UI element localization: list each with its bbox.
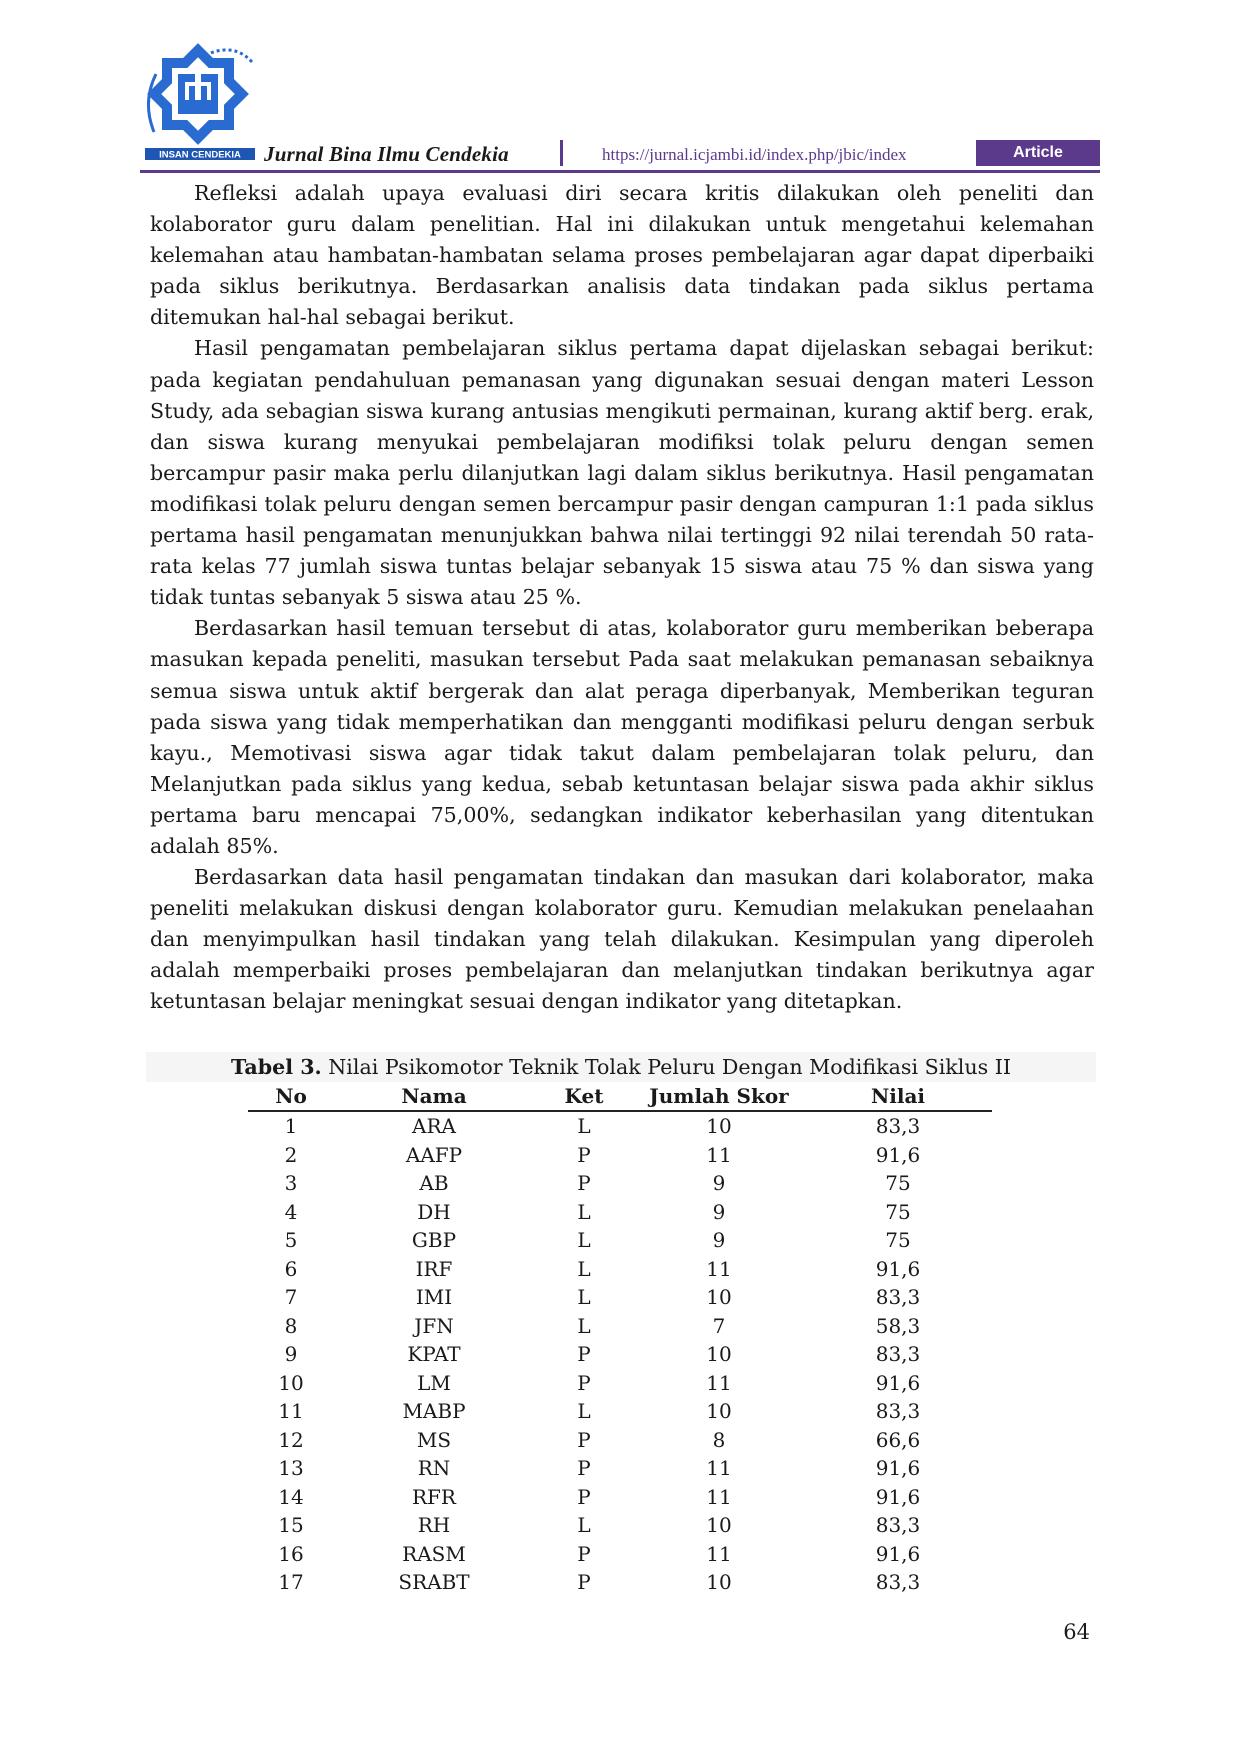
cell-ket: P [577,1171,591,1196]
table-row [248,1312,992,1341]
cell-nama: SRABT [398,1570,470,1595]
cell-ket: P [577,1570,591,1595]
paragraph-temuan: Berdasarkan hasil temuan tersebut di atas, kolaborator guru memberikan beberapa masukan kepada peneliti, masukan tersebut Pada saat melakukan pemanasan sebaiknya semua siswa untuk aktif bergerak dan alat peraga diperbanyak, Memberikan teguran pada siswa yang tidak memperhatikan dan mengganti modifikasi peluru dengan serbuk kayu., Memotivasi siswa agar tidak takut dalam pembelajaran tolak peluru, dan Melanjutkan pada siklus yang kedua, sebab ketuntasan belajar siswa pada akhir siklus pertama baru mencapai 75,00%, sedangkan indikator keberhasilan yang ditentukan adalah 85%. [150,616,1094,858]
table-header-row [248,1082,992,1111]
table-row [248,1283,992,1312]
paragraph-refleksi: Refleksi adalah upaya evaluasi diri secara kritis dilakukan oleh peneliti dan kolaborator guru dalam penelitian. Hal ini dilakukan untuk mengetahui kelemahan kelemahan atau hambatan-hambatan selama proses pembelajaran agar dapat diperbaiki pada siklus berikutnya. Berdasarkan analisis data tindakan pada siklus pertama ditemukan hal-hal sebagai berikut. [150,181,1094,330]
cell-ket: P [577,1342,591,1367]
table-row [248,1568,992,1597]
cell-nilai: 91,6 [875,1484,921,1509]
table-row [248,1454,992,1483]
cell-nilai: 75 [885,1171,911,1196]
cell-ket: L [577,1313,591,1338]
cell-ket: L [577,1114,591,1139]
table-caption-text: Nilai Psikomotor Teknik Tolak Peluru Dengan Modifikasi Siklus II [321,1055,1011,1079]
cell-jumlah-skor: 8 [712,1427,726,1452]
cell-no: 17 [278,1570,304,1595]
journal-url-link[interactable]: https://jurnal.icjambi.id/index.php/jbic/index [602,145,907,164]
table-row [248,1226,992,1255]
journal-header [140,42,1100,174]
cell-jumlah-skor: 7 [712,1313,726,1338]
cell-nama: GBP [411,1228,457,1253]
cell-nama: RN [417,1456,451,1481]
cell-nama: IMI [415,1285,453,1310]
cell-nama: AAFP [405,1142,463,1167]
paragraph-kesimpulan: Berdasarkan data hasil pengamatan tindakan dan masukan dari kolaborator, maka peneliti melakukan diskusi dengan kolaborator guru. Kemudian melakukan penelaahan dan menyimpulkan hasil tindakan yang telah dilakukan. Kesimpulan yang diperoleh adalah memperbaiki proses pembelajaran dan melanjutkan tindakan berikutnya agar ketuntasan belajar meningkat sesuai dengan indikator yang ditetapkan. [150,865,1094,1014]
cell-jumlah-skor: 11 [706,1370,732,1395]
header-rule [140,170,1100,173]
cell-no: 4 [284,1199,298,1224]
cell-nama: AB [419,1171,449,1196]
page-number: 64 [1063,1620,1090,1644]
cell-jumlah-skor: 10 [706,1114,732,1139]
cell-ket: P [577,1456,591,1481]
column-header-ket: Ket [534,1082,634,1111]
table-caption-label: Tabel 3. [231,1055,322,1079]
cell-nilai: 83,3 [875,1342,921,1367]
cell-jumlah-skor: 11 [706,1142,732,1167]
cell-nilai: 83,3 [875,1285,921,1310]
table-row [248,1540,992,1569]
cell-ket: L [577,1256,591,1281]
article-badge: Article [976,140,1100,166]
cell-ket: P [577,1142,591,1167]
cell-nama: LM [417,1370,451,1395]
column-header-nilai: Nilai [804,1082,992,1111]
cell-ket: L [577,1199,591,1224]
cell-nilai: 91,6 [875,1142,921,1167]
cell-nama: IRF [415,1256,453,1281]
cell-no: 14 [278,1484,304,1509]
cell-nama: KPAT [407,1342,461,1367]
cell-jumlah-skor: 10 [706,1342,732,1367]
cell-no: 8 [284,1313,298,1338]
cell-no: 2 [284,1142,298,1167]
cell-nama: MABP [402,1399,466,1424]
cell-ket: P [577,1484,591,1509]
cell-ket: L [577,1399,591,1424]
cell-no: 13 [278,1456,304,1481]
cell-no: 3 [284,1171,298,1196]
cell-nama: RH [417,1513,451,1538]
journal-logo-icon [140,42,260,162]
cell-jumlah-skor: 9 [712,1228,726,1253]
cell-jumlah-skor: 10 [706,1399,732,1424]
cell-no: 10 [278,1370,304,1395]
body-text [150,178,1094,1018]
column-header-no: No [248,1082,334,1111]
cell-ket: P [577,1541,591,1566]
cell-nama: DH [417,1199,451,1224]
cell-nilai: 58,3 [875,1313,921,1338]
cell-ket: L [577,1513,591,1538]
table-row [248,1426,992,1455]
table-row [248,1397,992,1426]
cell-nama: MS [416,1427,452,1452]
cell-jumlah-skor: 10 [706,1570,732,1595]
cell-nilai: 91,6 [875,1370,921,1395]
cell-no: 12 [278,1427,304,1452]
cell-nilai: 83,3 [875,1114,921,1139]
table-row [248,1511,992,1540]
cell-jumlah-skor: 11 [706,1256,732,1281]
cell-jumlah-skor: 11 [706,1484,732,1509]
cell-nilai: 83,3 [875,1570,921,1595]
cell-nama: RFR [412,1484,456,1509]
cell-nilai: 91,6 [875,1541,921,1566]
table-row [248,1141,992,1170]
cell-ket: L [577,1285,591,1310]
journal-name: Jurnal Bina Ilmu Cendekia [264,142,509,166]
cell-ket: L [577,1228,591,1253]
column-header-nama: Nama [334,1082,534,1111]
cell-nilai: 91,6 [875,1256,921,1281]
cell-jumlah-skor: 9 [712,1171,726,1196]
cell-ket: P [577,1370,591,1395]
cell-nama: ARA [412,1114,456,1139]
cell-jumlah-skor: 10 [706,1513,732,1538]
cell-nilai: 83,3 [875,1513,921,1538]
table-row [248,1111,992,1141]
table-row [248,1369,992,1398]
column-header-jumlah-skor: Jumlah Skor [634,1082,804,1111]
cell-no: 9 [284,1342,298,1367]
cell-nama: RASM [402,1541,466,1566]
cell-jumlah-skor: 10 [706,1285,732,1310]
cell-nilai: 83,3 [875,1399,921,1424]
cell-no: 5 [284,1228,298,1253]
cell-no: 6 [284,1256,298,1281]
cell-no: 11 [278,1399,304,1424]
cell-nilai: 75 [885,1228,911,1253]
cell-jumlah-skor: 9 [712,1199,726,1224]
header-separator [560,140,563,166]
cell-nilai: 91,6 [875,1456,921,1481]
cell-jumlah-skor: 11 [706,1456,732,1481]
cell-jumlah-skor: 11 [706,1541,732,1566]
paragraph-hasil-pengamatan: Hasil pengamatan pembelajaran siklus pertama dapat dijelaskan sebagai berikut: pada kegiatan pendahuluan pemanasan yang digunakan sesuai dengan materi Lesson Study, ada sebagian siswa kurang antusias mengikuti permainan, kurang aktif berg. erak, dan siswa kurang menyukai pembelajaran modifiksi tolak peluru dengan semen bercampur pasir maka perlu dilanjutkan lagi dalam siklus berikutnya. Hasil pengamatan modifikasi tolak peluru dengan semen bercampur pasir dengan campuran 1:1 pada siklus pertama hasil pengamatan menunjukkan bahwa nilai tertinggi 92 nilai terendah 50 rata-rata kelas 77 jumlah siswa tuntas belajar sebanyak 15 siswa atau 75 % dan siswa yang tidak tuntas sebanyak 5 siswa atau 25 %. [150,336,1094,610]
table-body [248,1111,992,1597]
logo-text: INSAN CENDEKIA [159,149,241,161]
cell-ket: P [577,1427,591,1452]
cell-nilai: 66,6 [875,1427,921,1452]
cell-no: 7 [284,1285,298,1310]
table-row [248,1483,992,1512]
psikomotor-table [248,1082,992,1597]
table-caption [146,1052,1096,1082]
cell-nilai: 75 [885,1199,911,1224]
table-row [248,1255,992,1284]
cell-no: 15 [278,1513,304,1538]
cell-no: 16 [278,1541,304,1566]
table-row [248,1198,992,1227]
table-row [248,1169,992,1198]
cell-nama: JFN [414,1313,454,1338]
cell-no: 1 [284,1114,298,1139]
table-row [248,1340,992,1369]
